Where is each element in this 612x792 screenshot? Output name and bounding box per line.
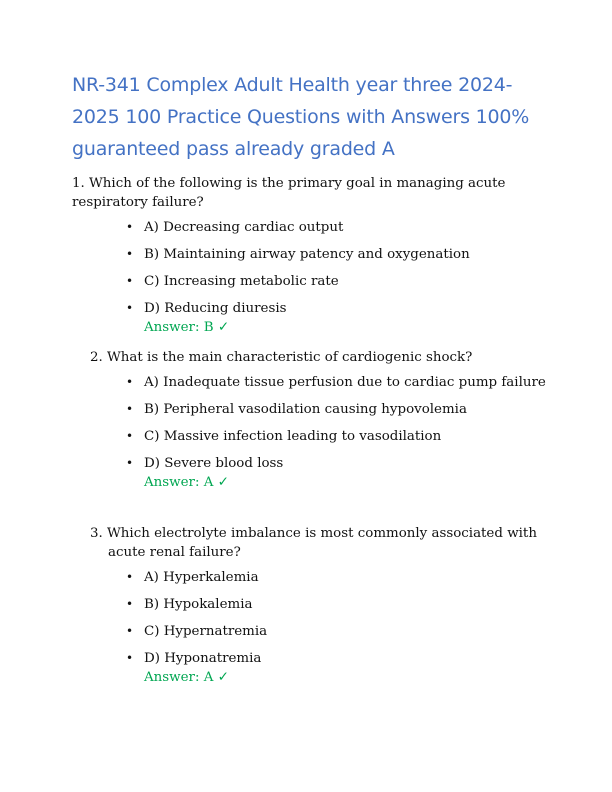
answer-label: Answer: A ✓	[144, 670, 229, 685]
question-2	[90, 348, 550, 492]
option-text: C) Hypernatremia	[144, 624, 268, 639]
question-text: 1. Which of the following is the primary goal in managing acute respiratory failure?	[72, 176, 506, 210]
option-item	[126, 649, 550, 668]
bullet-icon: •	[126, 220, 134, 234]
option-text: C) Massive infection leading to vasodilation	[144, 429, 442, 444]
option-text: C) Increasing metabolic rate	[144, 274, 339, 289]
option-list	[126, 218, 544, 318]
bullet-icon: •	[126, 274, 134, 288]
option-item	[126, 299, 544, 318]
option-text: D) Reducing diuresis	[144, 301, 287, 316]
bullet-icon: •	[126, 456, 134, 470]
bullet-icon: •	[126, 429, 134, 443]
bullet-icon: •	[126, 301, 134, 315]
option-item	[126, 272, 544, 291]
bullet-icon: •	[126, 597, 134, 611]
answer-label: Answer: B ✓	[144, 320, 230, 335]
option-item	[126, 373, 550, 392]
question-3	[90, 524, 550, 687]
option-text: A) Inadequate tissue perfusion due to cardiac pump failure	[144, 375, 546, 390]
option-list	[126, 568, 550, 668]
option-text: A) Hyperkalemia	[144, 570, 259, 585]
option-text: A) Decreasing cardiac output	[144, 220, 344, 235]
bullet-icon: •	[126, 247, 134, 261]
option-text: B) Maintaining airway patency and oxygenation	[144, 247, 470, 262]
option-text: D) Severe blood loss	[144, 456, 284, 471]
question-text: 3. Which electrolyte imbalance is most commonly associated with acute renal failure?	[90, 526, 537, 560]
option-item	[126, 568, 550, 587]
bullet-icon: •	[126, 651, 134, 665]
page-title: NR-341 Complex Adult Health year three 2024-2025 100 Practice Questions with Answers 100% guaranteed pass already graded A	[72, 74, 530, 160]
option-text: B) Hypokalemia	[144, 597, 253, 612]
bullet-icon: •	[126, 624, 134, 638]
option-item	[126, 245, 544, 264]
option-item	[126, 218, 544, 237]
bullet-icon: •	[126, 570, 134, 584]
answer-label: Answer: A ✓	[144, 475, 229, 490]
option-text: B) Peripheral vasodilation causing hypovolemia	[144, 402, 467, 417]
option-list	[126, 373, 550, 473]
option-item	[126, 454, 550, 473]
question-1	[72, 174, 544, 337]
option-item	[126, 427, 550, 446]
option-item	[126, 400, 550, 419]
option-text: D) Hyponatremia	[144, 651, 262, 666]
bullet-icon: •	[126, 375, 134, 389]
question-text: 2. What is the main characteristic of cardiogenic shock?	[90, 350, 473, 365]
option-item	[126, 622, 550, 641]
bullet-icon: •	[126, 402, 134, 416]
option-item	[126, 595, 550, 614]
